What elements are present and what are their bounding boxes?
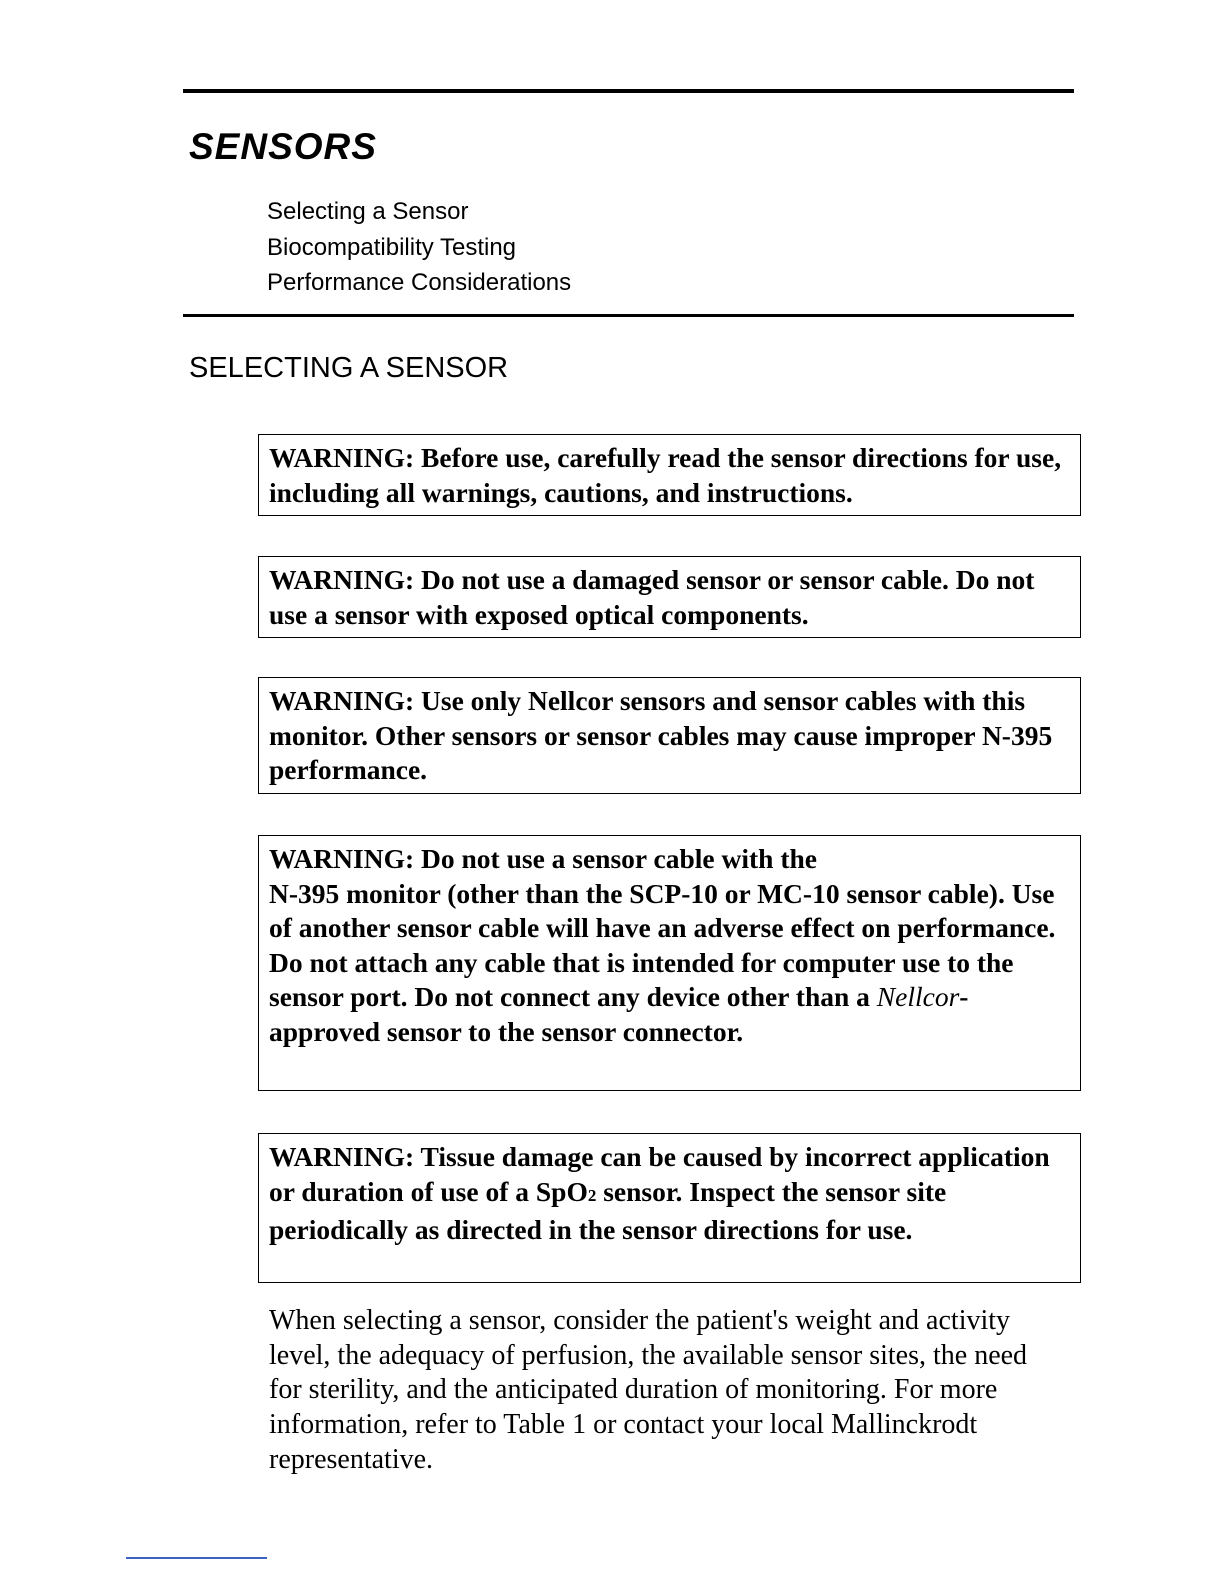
warning-text: WARNING: Use only Nellcor sensors and sensor cables with this monitor. Other sensors or sensor cables may cause improper N-395 performance. xyxy=(269,685,1053,785)
warning-text: WARNING: Tissue damage can be caused by incorrect application or duration of use of a SpO2 sensor. Inspect the sensor site periodically as directed in the sensor directions for use. xyxy=(269,1141,1050,1245)
section-title: SELECTING A SENSOR xyxy=(189,352,509,384)
warning-text: N-395 monitor (other than the SCP-10 or MC-10 sensor cable). Use of another sensor cable will have an adverse effect on performance. Do not attach any cable that is intended for computer use to the sensor port. Do not connect any device other than a Nellcor-approved sensor to the sensor connector. xyxy=(269,877,1056,1047)
footer-mark xyxy=(126,1557,267,1559)
top-rule xyxy=(183,89,1074,93)
chapter-title: SENSORS xyxy=(189,126,377,167)
warning-box xyxy=(258,556,1081,638)
section-rule xyxy=(183,314,1074,317)
warning-box xyxy=(258,677,1081,794)
warning-box xyxy=(258,1133,1081,1283)
warning-text: WARNING: Before use, carefully read the sensor directions for use, including all warnings, cautions, and instructions. xyxy=(269,442,1062,508)
warning-text: WARNING: Do not use a damaged sensor or sensor cable. Do not use a sensor with exposed optical components. xyxy=(269,564,1035,630)
body-paragraph: When selecting a sensor, consider the patient's weight and activity level, the adequacy of perfusion, the available sensor sites, the need for sterility, and the anticipated duration of monitoring. For more information, refer to Table 1 or contact your local Mallinckrodt representative. xyxy=(269,1305,1028,1475)
warning-box xyxy=(258,434,1081,516)
chapter-contents xyxy=(267,194,571,301)
warning-text-line: WARNING: Do not use a sensor cable with the xyxy=(269,843,817,874)
warning-box xyxy=(258,835,1081,1091)
subscript: 2 xyxy=(587,1185,597,1205)
toc-item: Biocompatibility Testing xyxy=(267,233,517,261)
toc-item: Performance Considerations xyxy=(267,269,572,296)
brand-name: Nellcor xyxy=(876,981,960,1012)
toc-item: Selecting a Sensor xyxy=(267,198,469,225)
